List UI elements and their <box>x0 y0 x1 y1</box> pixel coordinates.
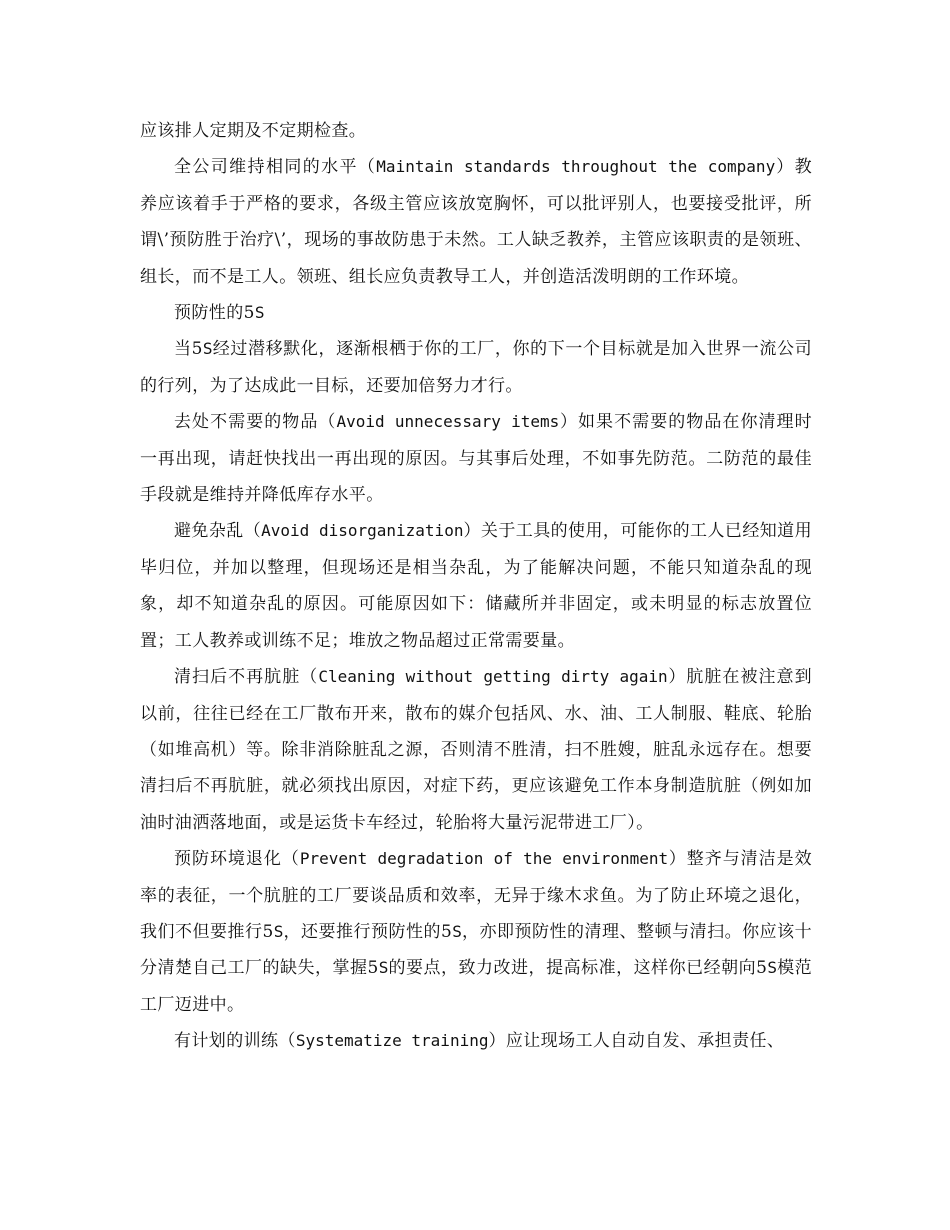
section-heading-preventive-5s: 预防性的5S <box>174 303 265 324</box>
paragraph-maintain-standards: 全公司维持相同的水平（Maintain standards throughout the company）教养应该着手于严格的要求，各级主管应该放宽胸怀，可以批评别人，也要接受批评，所谓\’预防胜于治疗\’，现场的事故防患于未然。工人缺乏教养，主管应该职责的是领班、组长，而不是工人。领班、组长应负责教导工人，并创造活泼明朗的工作环境。 <box>140 157 812 287</box>
paragraph-prevent-degradation: 预防环境退化（Prevent degradation of the environment）整齐与清洁是效率的表征，一个肮脏的工厂要谈品质和效率，无异于缘木求鱼。为了防止环境之退化，我们不但要推行5S，还要推行预防性的5S，亦即预防性的清理、整顿与清扫。你应该十分清楚自己工厂的缺失，掌握5S的要点，致力改进，提高标准，这样你已经朝向5S模范工厂迈进中。 <box>140 849 813 1015</box>
document-body <box>140 113 812 1060</box>
paragraph-systematize-training: 有计划的训练（Systematize training）应让现场工人自动自发、承担责任、 <box>174 1031 785 1052</box>
paragraph-cleaning-without-dirt: 清扫后不再肮脏（Cleaning without getting dirty again）肮脏在被注意到以前，往往已经在工厂散布开来，散布的媒介包括风、水、油、工人制服、鞋底、轮胎（如堆高机）等。除非消除脏乱之源，否则清不胜清，扫不胜嫂，脏乱永远存在。想要清扫后不再肮脏，就必须找出原因，对症下药，更应该避免工作本身制造肮脏（例如加油时油洒落地面，或是运货卡车经过，轮胎将大量污泥带进工厂）。 <box>140 667 812 833</box>
paragraph-avoid-disorganization: 避免杂乱（Avoid disorganization）关于工具的使用，可能你的工人已经知道用毕归位，并加以整理，但现场还是相当杂乱，为了能解决问题，不能只知道杂乱的现象，却不知道杂乱的原因。可能原因如下：储藏所并非固定，或未明显的标志放置位置；工人教养或训练不足；堆放之物品超过正常需要量。 <box>140 521 813 651</box>
paragraph-avoid-unnecessary-items: 去处不需要的物品（Avoid unnecessary items）如果不需要的物品在你清理时一再出现，请赶快找出一再出现的原因。与其事后处理，不如事先防范。二防范的最佳手段就是维持并降低库存水平。 <box>140 412 812 506</box>
paragraph-world-class-goal: 当5S经过潜移默化，逐渐根栖于你的工厂，你的下一个目标就是加入世界一流公司的行列，为了达成此一目标，还要加倍努力才行。 <box>140 339 812 396</box>
paragraph-inspection: 应该排人定期及不定期检查。 <box>140 121 367 141</box>
